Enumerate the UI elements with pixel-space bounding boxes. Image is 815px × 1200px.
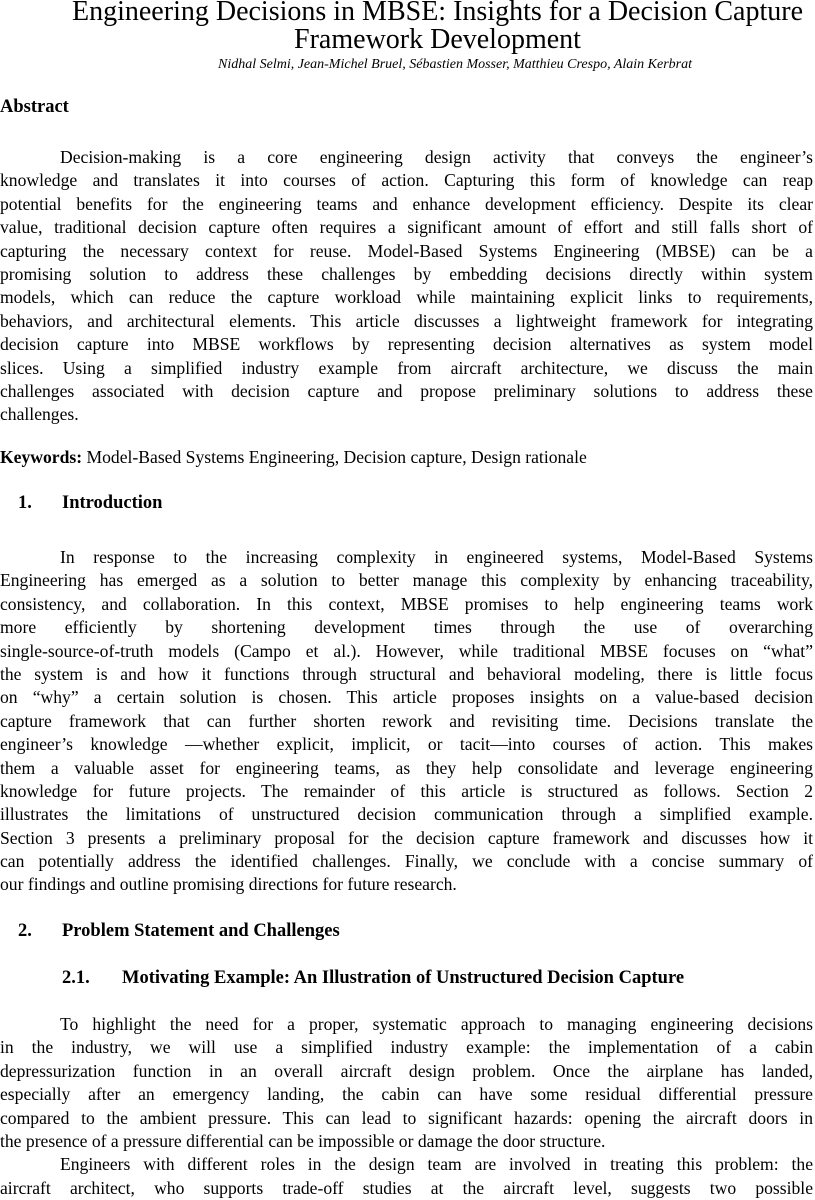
text-line: them a valuable asset for engineering teams, as they help consolidate and leverage engineering — [0, 757, 813, 778]
subsection-number: 2.1. — [62, 968, 90, 988]
text-line: In response to the increasing complexity in engineered systems, Model-Based Systems — [60, 547, 813, 567]
text-line: the presence of a pressure differential can be impossible or damage the door structure. — [0, 1130, 606, 1151]
text-line: our findings and outline promising directions for future research. — [0, 874, 457, 895]
text-line: consistency, and collaboration. In this context, MBSE promises to help engineering teams work — [0, 593, 813, 614]
text-line: on “why” a certain solution is chosen. This article proposes insights on a value-based decision — [0, 687, 813, 708]
text-line: the system is and how it functions through structural and behavioral modeling, there is little focus — [0, 663, 813, 684]
text-line: in the industry, we will use a simplified industry example: the implementation of a cabin — [0, 1037, 813, 1058]
introduction-body — [0, 546, 813, 897]
text-line: slices. Using a simplified industry example from aircraft architecture, we discuss the main — [0, 357, 813, 378]
text-line: aircraft architect, who supports trade-off studies at the aircraft level, suggests two possible — [0, 1177, 813, 1198]
text-line: single-source-of-truth models (Campo et al.). However, while traditional MBSE focuses on “what” — [0, 640, 813, 661]
section-number: 2. — [18, 921, 32, 941]
text-line: engineer’s knowledge —whether explicit, implicit, or tacit—into courses of action. This makes — [0, 734, 813, 755]
text-line: compared to the ambient pressure. This can lead to significant hazards: opening the aircraft doors in — [0, 1107, 813, 1128]
section-heading: Introduction — [62, 493, 163, 513]
author-list: Nidhal Selmi, Jean-Michel Bruel, Sébastien Mosser, Matthieu Crespo, Alain Kerbrat — [218, 57, 692, 72]
title-line: Engineering Decisions in MBSE: Insights for a Decision Capture — [72, 0, 803, 27]
text-line: capture framework that can further shorten rework and revisiting time. Decisions translate the — [0, 710, 813, 731]
title-line: Framework Development — [294, 24, 581, 55]
motivating-example-body — [0, 1013, 813, 1200]
text-line: knowledge and translates it into courses of action. Capturing this form of knowledge can reap — [0, 170, 813, 191]
text-line: Engineering has emerged as a solution to better manage this complexity by enhancing traceability, — [0, 570, 813, 591]
paper-title — [60, 0, 815, 54]
text-line: Section 3 presents a preliminary proposal for the decision capture framework and discusses how it — [0, 827, 813, 848]
text-line: challenges. — [0, 404, 79, 425]
text-line: challenges associated with decision capture and propose preliminary solutions to address these — [0, 380, 813, 401]
text-line: especially after an emergency landing, the cabin can have some residual differential pressure — [0, 1084, 813, 1105]
text-line: promising solution to address these challenges by embedding decisions directly within system — [0, 263, 813, 284]
paragraph — [0, 546, 813, 897]
abstract-heading: Abstract — [0, 97, 69, 117]
text-line: models, which can reduce the capture workload while maintaining explicit links to requirements, — [0, 287, 813, 308]
section-heading: Problem Statement and Challenges — [62, 921, 340, 941]
text-line: Decision-making is a core engineering design activity that conveys the engineer’s — [60, 147, 813, 167]
text-line: more efficiently by shortening development times through the use of overarching — [0, 617, 813, 638]
text-line: illustrates the limitations of unstructured decision communication through a simplified example. — [0, 804, 813, 825]
paragraph — [0, 146, 813, 427]
text-line: depressurization function in an overall aircraft design problem. Once the airplane has landed, — [0, 1060, 813, 1081]
subsection-heading: Motivating Example: An Illustration of Unstructured Decision Capture — [122, 968, 685, 988]
keywords-text: Model-Based Systems Engineering, Decision capture, Design rationale — [82, 447, 587, 467]
keywords — [0, 446, 587, 469]
paragraph — [0, 1013, 813, 1153]
text-line: To highlight the need for a proper, systematic approach to managing engineering decisions — [60, 1014, 813, 1034]
section-number: 1. — [18, 493, 32, 513]
text-line: value, traditional decision capture often requires a significant amount of effort and still falls short of — [0, 217, 813, 238]
text-line: Engineers with different roles in the design team are involved in treating this problem: the — [60, 1154, 813, 1175]
paragraph — [0, 1153, 813, 1200]
abstract-body — [0, 146, 813, 427]
text-line: capturing the necessary context for reuse. Model-Based Systems Engineering (MBSE) can be a — [0, 240, 813, 261]
text-line: decision capture into MBSE workflows by representing decision alternatives as system model — [0, 334, 813, 355]
keywords-label: Keywords: — [0, 447, 83, 467]
text-line: knowledge for future projects. The remainder of this article is structured as follows. Section 2 — [0, 780, 813, 801]
text-line: potential benefits for the engineering teams and enhance development efficiency. Despite its clear — [0, 193, 813, 214]
text-line: can potentially address the identified challenges. Finally, we conclude with a concise summary of — [0, 851, 813, 872]
text-line: behaviors, and architectural elements. This article discusses a lightweight framework for integrating — [0, 310, 813, 331]
